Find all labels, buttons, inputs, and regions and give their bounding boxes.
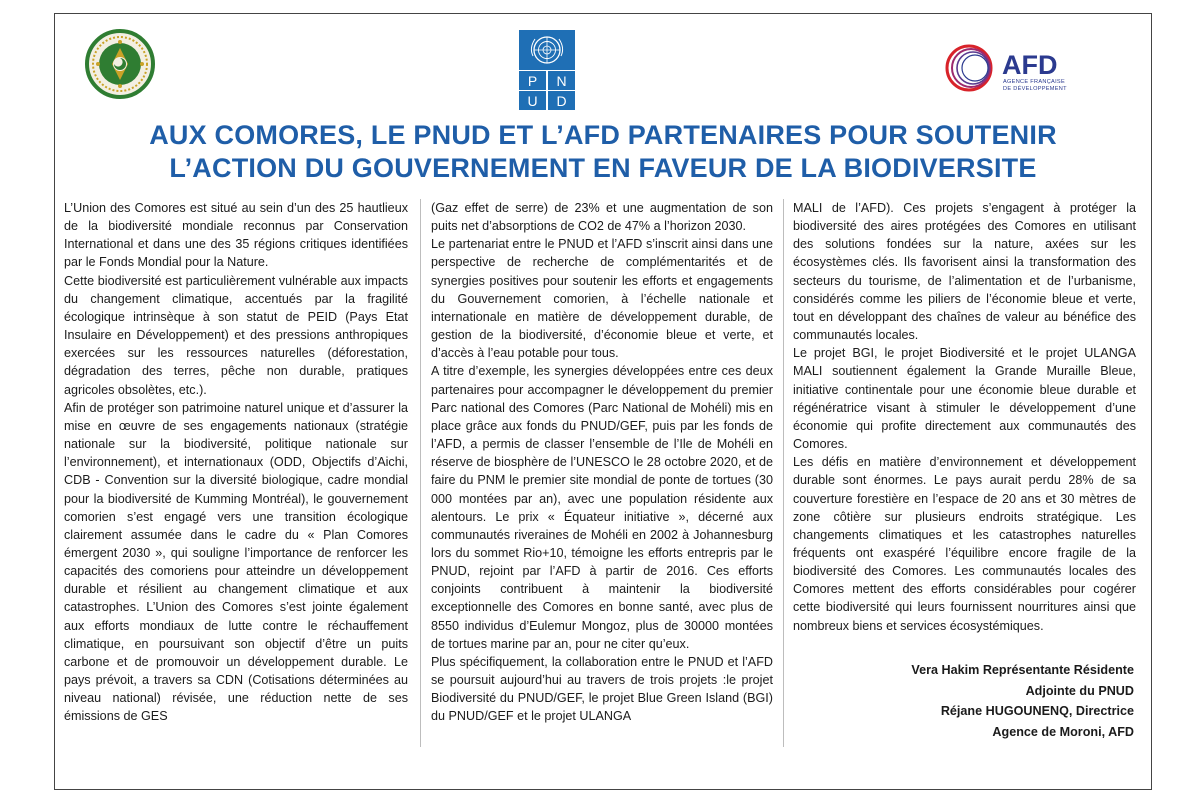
paragraph: A titre d’exemple, les synergies développées entre ces deux partenaires pour accompagner le développement du premier Parc national des Comores (Parc National de Mohéli) mis en place grâce aux fonds du PNUD/GEF, puis par les fonds de l’AFD, a permis de classer l’ensemble de l’Ile de Mohéli en réserve de biosphère de l’UNESCO le 28 octobre 2020, et de faire du PNM le premier site mondial de ponte de tortues (30 000 montées par an), avec une population résidente aux alentours. Le prix « Équateur initiative », décerné aux communautés riveraines de Mohéli en 2002 à Johannesburg lors du sommet Rio+10, témoigne les efforts entrepris par le PNUD, rejoint par l’AFD à partir de 2016. Ces efforts conjoints contribuent à maintenir la biodiversité exceptionnelle des Comores en bonne santé, avec plus de 8550 individus d’Eulemur Mongoz, plus de 30000 montées de tortues marine par an, pour ne citer qu’eux. [431,364,773,651]
paragraph: Le projet BGI, le projet Biodiversité et le projet ULANGA MALI soutiennent également la Grande Muraille Bleue, initiative continentale pour une économie bleue durable et régénératrice visant à stimuler le développement d’une économie qui profite directement aux communautés des Comores. [793,346,1136,452]
afd-tagline-line2: DE DÉVELOPPEMENT [1003,86,1067,92]
article-headline [60,119,1146,185]
paragraph: MALI de l’AFD). Ces projets s’engagent à protéger la biodiversité des aires protégées des Comores en utilisant des solutions fondées sur la nature, axées sur les écosystèmes clés. Ils favorisent ainsi la transformation des secteurs du tourisme, de l’alimentation et de l’urbanisme, considérés comme les piliers de l’économie bleue et verte, tout en développant des chaînes de valeur au bénéfice des communautés locales. [793,201,1136,343]
comoros-coat-of-arms-logo [84,28,156,100]
seal-icon [84,28,156,100]
article-column-2 [431,199,773,726]
signature-line: Adjointe du PNUD [1025,683,1134,698]
headline-line2: L’ACTION DU GOUVERNEMENT EN FAVEUR DE LA BIODIVERSITE [169,153,1037,183]
pnud-letter: U [527,93,538,109]
signature-line: Vera Hakim Représentante Résidente [911,663,1134,677]
headline-line1: AUX COMORES, LE PNUD ET L’AFD PARTENAIRES POUR SOUTENIR [149,120,1057,150]
article-column-1 [64,199,408,726]
afd-wordmark: AFD [1002,50,1058,80]
paragraph: Le partenariat entre le PNUD et l’AFD s’inscrit ainsi dans une perspective de recherche de complémentarités et de synergies positives pour soutenir les efforts et engagements du Gouvernement comorien, à l’échelle nationale et internationale en matière de développement durable, de gestion de la biodiversité, d’économie bleue et verte, et d’accès à l’eau potable pour tous. [431,237,773,361]
pnud-letter: D [556,93,567,109]
column-divider [420,199,421,747]
afd-logo [942,40,1092,96]
column-divider [783,199,784,747]
signature-line: Réjane HUGOUNENQ, Directrice [940,704,1134,718]
paragraph: (Gaz effet de serre) de 23% et une augmentation de son puits net d’absorptions de CO2 de 47% a l’horizon 2030. [431,201,773,234]
pnud-letter: P [527,73,538,89]
pnud-logo [519,30,575,110]
paragraph: Afin de protéger son patrimoine naturel unique et d’assurer la mise en œuvre de ses engagements nationaux (stratégie nationale sur la biodiversité, politique nationale sur l’environnement), et internationaux (ODD, Objectifs d’Aichi, CDB - Convention sur la diversité biologique, cadre mondial pour la biodiversité de Kumming Montréal), le gouvernement comorien s’est engagé vers une transition écologique clairement assumée dans le cadre du « Plan Comores émergent 2030 », qui souligne l’importance de renforcer les capacités des comoriens pour atteindre un développement durable et résilient au changement climatique et aux catastrophes. L’Union des Comores s’est jointe également aux efforts mondiaux de lutte contre le réchauffement climatique, en poursuivant son objectif d’être un puits carbone et de promouvoir un développement durable. Le pays prévoit, a travers sa CDN (Cotisations déterminées au niveau national) révisée, une réduction nette de ses émissions de GES [64,400,408,724]
article-column-3 [793,199,1136,635]
paragraph: L’Union des Comores est situé au sein d’un des 25 hautlieux de la biodiversité mondiale reconnus par Conservation International et dans une des 35 régions critiques identifiées par le Fonds Mondial pour la Nature. [64,201,408,270]
pnud-letter: N [556,73,567,89]
afd-ring-icon [947,46,991,90]
signature-line: Agence de Moroni, AFD [992,724,1134,739]
paragraph: Cette biodiversité est particulièrement vulnérable aux impacts du changement climatique, accentués par la fragilité écologique intrinsèque à son statut de PEID (Pays Etat Insulaire en Développement) et des pressions anthropiques exercées sur les ressources naturelles (déforestation, dégradation des terres, pêche non durable, pratiques agricoles obsolètes, etc.). [64,273,408,397]
paragraph: Les défis en matière d’environnement et développement durable sont énormes. Le pays aurait perdu 28% de sa couverture forestière en l’espace de 20 ans et 30 mètres de zone côtière sur plusieurs endroits stratégique. Les changements climatiques et les catastrophes naturelles fréquents ont exaspéré l’équilibre encore fragile de la biodiversité des Comores. Les communautés locales des Comores mettent des efforts considérables pour cogérer cette biodiversité qui leurs fournissent nourritures ainsi que nombreux biens et services écosystémiques. [793,455,1136,633]
afd-tagline-line1: AGENCE FRANÇAISE [1003,79,1065,85]
paragraph: Plus spécifiquement, la collaboration entre le PNUD et l’AFD se poursuit aujourd’hui au travers de trois projets :le projet Biodiversité du PNUD/GEF, le projet Blue Green Island (BGI) du PNUD/GEF et le projet ULANGA [431,654,773,724]
signature-block [820,660,1134,742]
